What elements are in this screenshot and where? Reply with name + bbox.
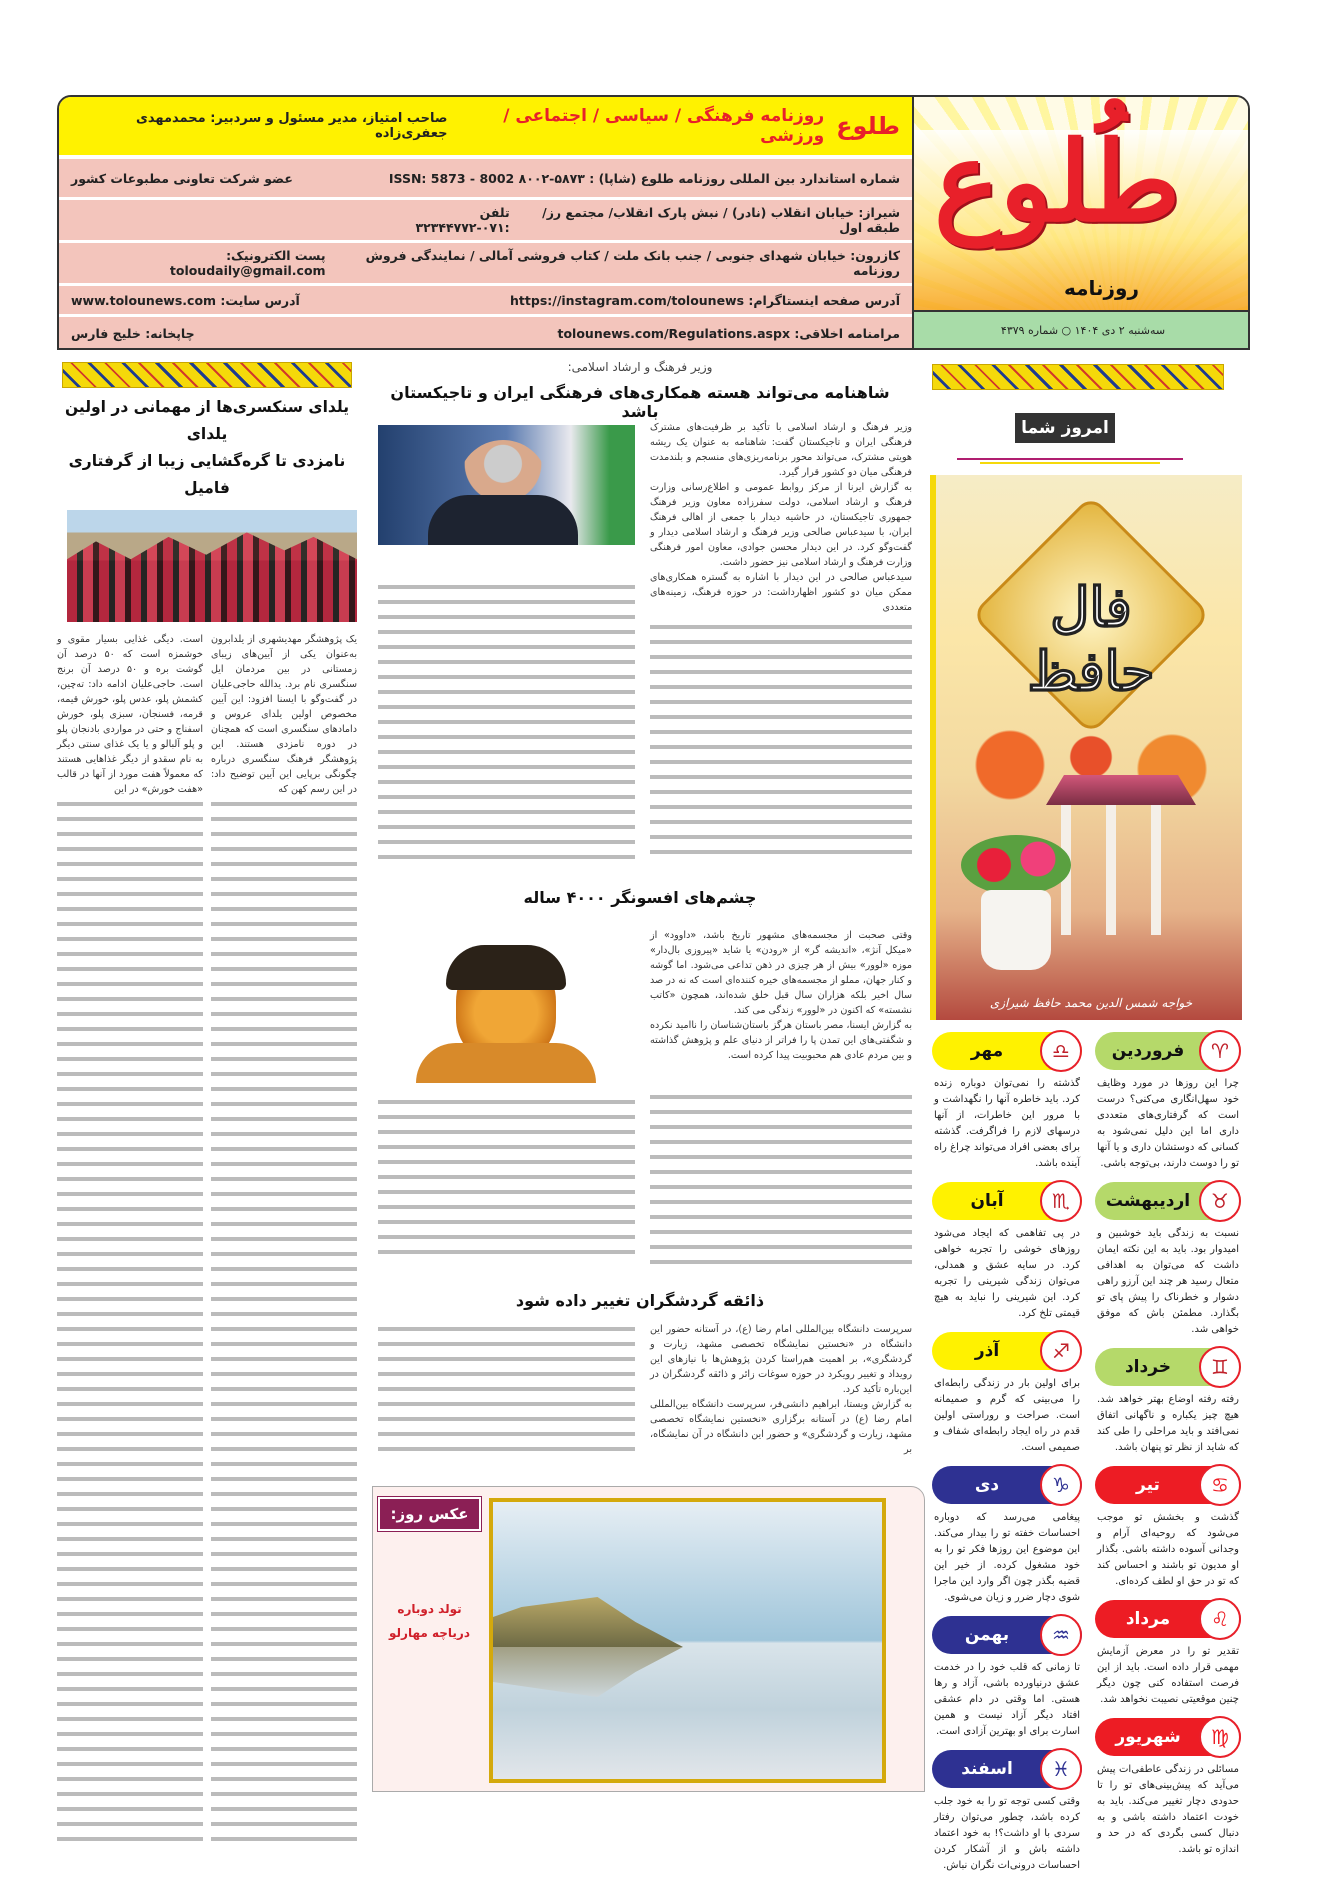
horoscope-text: چرا این روزها در مورد وظایف خود سهل‌انگاری می‌کنی؟ درست است که گرفتاری‌های متعددی داری اما این دلیل نمی‌شود به کسانی که دوستشان داری و یا آنها تو را دوست دارند، بی‌توجه باشی. [1097, 1078, 1239, 1169]
kazerun-row [59, 243, 912, 283]
horoscope-item [1095, 1466, 1241, 1590]
sign-name: شهریور [1115, 1727, 1181, 1747]
horoscope-item [932, 1750, 1082, 1874]
sign-name: بهمن [964, 1625, 1010, 1645]
sign-name: آذر [974, 1341, 1000, 1361]
capricorn-icon: ♑ [1040, 1464, 1082, 1506]
gemini-icon: ♊ [1199, 1346, 1241, 1388]
sign-name: اسفند [961, 1759, 1013, 1779]
horoscope-item [1095, 1718, 1241, 1858]
brand-name: طلوع [836, 112, 900, 140]
horoscope-item [932, 1466, 1082, 1606]
yalda-column-right [211, 632, 357, 1845]
newspaper-logo [912, 97, 1250, 348]
paragraph: به گزارش ایسنا، مصر باستان هرگز باستان‌شناسان را ناامید نکرده و شگفتی‌های این تمدن پا را فراتر از دنیای علم و پژوهش گذاشته و بین مردم عادی هم محبوبیت پیدا کرده است. [650, 1020, 912, 1061]
decorative-tile-band [932, 364, 1224, 390]
tourism-text [650, 1322, 912, 1457]
masthead-owner: صاحب امتیاز، مدیر مسئول و سردبیر: محمدمهدی جعفری‌زاده [135, 111, 448, 141]
article-yalda [57, 362, 357, 1845]
headline-line: یلدای سنکسری‌ها از مهمانی در اولین یلدای [64, 398, 350, 443]
kazerun-address: کازرون: خیابان شهدای جنوبی / جنب بانک ملت / کتاب فروشی آمالی / نمایندگی فروش روزنامه [365, 248, 900, 278]
horoscope-text: رفته رفته اوضاع بهتر خواهد شد. هیچ چیز یکباره و ناگهانی اتفاق نمی‌افتد و باید مراحلی را طی کند که شاید از نظر تو پنهان باشد. [1097, 1394, 1239, 1453]
headline-line: نامزدی تا گره‌گشایی زیبا از گرفتاری فامیل [68, 452, 346, 497]
divider [957, 458, 1183, 460]
horoscope-text: نسبت به زندگی باید خوشبین و امیدوار بود. باید به این نکته ایمان داشت که می‌توان به اهدافی متعال رسید هر چند این آرزو راهی دشوار و خطرناک را پیش پای تو بگذارد. مطمئن باش که موفق خواهی شد. [1097, 1228, 1239, 1335]
ethics[interactable]: مرامنامه اخلاقی: tolounews.com/Regulations.aspx [557, 326, 900, 341]
article-shahnameh-headline: شاهنامه می‌تواند هسته همکاری‌های فرهنگی ایران و تاجیکستان باشد [390, 383, 890, 421]
paragraph: به گزارش ایرنا از مرکز روابط عمومی و اطلاع‌رسانی وزارت فرهنگ و ارشاد اسلامی، دولت سفرزاده معاون وزیر فرهنگ جمهوری تاجیکستان، در حاشیه دیدار با جمعی از اهالی فرهنگ ایران، با سیدعباس صالحی وزیر فرهنگ و ارشاد اسلامی دیدار و گفت‌وگو کرد. در این دیدار محسن جوادی، معاون امور فرهنگی وزارت فرهنگ و ارشاد اسلامی نیز حضور داشت. [650, 482, 912, 568]
horoscope-column-right [1095, 1032, 1241, 1868]
sign-name: اردیبهشت [1105, 1191, 1191, 1211]
horoscope-item [932, 1032, 1082, 1172]
yalda-column-left [57, 632, 203, 1845]
article-yalda-headline [57, 394, 357, 502]
hafez-caption: خواجه شمس الدین محمد حافظ شیرازی [989, 996, 1193, 1010]
horoscope-sign-header [932, 1332, 1082, 1370]
article-tourism-headline: ذائقه گردشگران تغییر داده شود [515, 1291, 765, 1310]
masthead-subtitle: روزنامه فرهنگی / سیاسی / اجتماعی / ورزشی [503, 106, 825, 146]
caption-line: دریاچه مهارلو [389, 1626, 470, 1640]
libra-icon: ♎ [1040, 1030, 1082, 1072]
tourism-text-continued [378, 1322, 635, 1452]
horoscope-sign-header [932, 1750, 1082, 1788]
paragraph: سرپرست دانشگاه بین‌المللی امام رضا (ع)، در آستانه حضور این دانشگاه در «نخستین نمایشگاه تخصصی مشهد، زیارت و گردشگری»، بر اهمیت هم‌راستا کردن پژوهش‌ها با نیازهای این رویداد و تغییر رویکرد در حوزه سوغات زائر و ذائقه گردشگران در این‌باره تأکید کرد. [650, 1324, 912, 1395]
logo-word: طُلوع [934, 117, 1181, 246]
horoscope-column-left [932, 1032, 1082, 1884]
virgo-icon: ♍ [1199, 1716, 1241, 1758]
horoscope-sign-header [932, 1182, 1082, 1220]
horoscope-sign-header [1095, 1032, 1241, 1070]
yalda-text-continued [57, 797, 203, 1845]
sign-name: خرداد [1124, 1357, 1172, 1377]
horoscope-text: وقتی کسی توجه تو را به خود جلب کرده باشد، چطور می‌توان رفتار سردی با او داشت؟! به خود اعتماد داشته باش و از آشکار کردن احساسات درونی‌ات نگران نباش. [934, 1796, 1080, 1871]
hafez-fal-image [930, 475, 1242, 1020]
horoscope-item [932, 1332, 1082, 1456]
yalda-photo [67, 510, 357, 622]
statue-text [650, 928, 912, 1063]
email[interactable]: پست الکترونیک: toloudaily@gmail.com [169, 248, 326, 278]
shahnameh-text-continued [378, 580, 635, 865]
shiraz-row [59, 200, 912, 240]
paragraph: سیدعباس صالحی در این دیدار با اشاره به گستره همکاری‌های ممکن میان دو کشور اظهارداشت: در حوزه فرهنگ، زمینه‌های متعددی [650, 572, 912, 613]
issue-date: سه‌شنبه ۲ دی ۱۴۰۴ ○ شماره ۴۳۷۹ [914, 310, 1250, 348]
horoscope-text: تقدیر تو را در معرض آزمایش مهمی قرار داده است. باید از این فرصت استفاده کنی چون دیگر چنین موقعیتی نصیبت نخواهد شد. [1097, 1646, 1239, 1705]
horoscope-sign-header [1095, 1182, 1241, 1220]
phone: تلفن :۰۷۱-۳۲۳۴۴۷۷۲ [415, 205, 510, 235]
member: عضو شرکت تعاونی مطبوعات کشور [71, 170, 293, 186]
sign-name: مرداد [1125, 1609, 1171, 1629]
sign-name: آبان [970, 1191, 1004, 1211]
horoscope-text: پیغامی می‌رسد که دوباره احساسات خفته تو را بیدار می‌کند. این موضوع این روزها فکر تو را به خود مشغول کرده. از خیر این قضیه بگذر چون اگر وارد این ماجرا شوی دچار ضرر و زیان می‌شوی. [934, 1512, 1080, 1603]
sign-name: مهر [970, 1041, 1004, 1061]
horoscope-sign-header [1095, 1600, 1241, 1638]
yalda-text-right: یک پژوهشگر مهدیشهری از یلدابرون به‌عنوان یکی از آیین‌های زیبای زمستانی در بین مردمان ایل سنگسری نام برد. یدالله حاجی‌علیان در گفت‌وگو با ایسنا افزود: این آیین مخصوص اولین یلدای عروس و دامادهای سنگسری است که همچنان در دوره نامزدی هستند. این پژوهشگر فرهنگ سنگسری درباره چگونگی برپایی این آیین توضیح داد: در این رسم کهن که [211, 634, 357, 795]
sign-name: دی [974, 1475, 1000, 1495]
article-statue-headline: چشم‌های افسونگر ۴۰۰۰ ساله [523, 888, 757, 907]
horoscope-sign-header [1095, 1718, 1241, 1756]
issn: شماره استاندارد بین المللی روزنامه طلوع (شاپا) : ۵۸۷۳-۸۰۰۲ ISSN: 5873 - 8002 [388, 170, 900, 186]
site[interactable]: آدرس سایت: www.tolounews.com [71, 292, 300, 308]
caption-line: تولد دوباره [397, 1602, 462, 1616]
horoscope-text: تا زمانی که قلب خود را در خدمت عشق درنیاورده باشی، آزاد و رها هستی. اما وقتی در دام عشقی افتاد دیگر آزاد نیست و همین اسارت برای او بهترین آزادی است. [934, 1662, 1080, 1737]
statue-text-continued [378, 1095, 635, 1265]
masthead-title-row [59, 97, 912, 155]
horoscope-sign-header [932, 1616, 1082, 1654]
lake-photo [489, 1498, 886, 1783]
horoscope-text: مسائلی در زندگی عاطفی‌ات پیش می‌آید که پیش‌بینی‌های تو را تا حدودی دچار تغییر می‌کند. باید به خودت اعتماد داشته باشی و به دنبال کسی بگردی که در حد و اندازه تو باشد. [1097, 1764, 1239, 1855]
horoscope-item [932, 1616, 1082, 1740]
sagittarius-icon: ♐ [1040, 1330, 1082, 1372]
paragraph: وقتی صحبت از مجسمه‌های مشهور تاریخ باشد، «داوود» از «میکل آنژ»، «اندیشه گر» از «رودن» یا شاید «پیروزی بال‌دار» موزه «لوور» بیش از هر چیزی در ذهن تداعی می‌شود. اما گوشه و کنار جهان، مملو از مجسمه‌های خیره کننده‌ای است که نه در صد سال اخیر بلکه هزاران سال قبل خلق شده‌اند، همچون «کاتب نشسته» که اکنون در «لوور» زندگی می کند. [650, 930, 912, 1016]
photo-of-day-label: عکس روز: [378, 1497, 481, 1531]
statue-text-continued [650, 1090, 912, 1265]
paragraph: وزیر فرهنگ و ارشاد اسلامی با تأکید بر ظرفیت‌های مشترک فرهنگی ایران و تاجیکستان گفت: شاهنامه به عنوان یک ریشه هویتی مشترک، می‌تواند محور برنامه‌ریزی‌های منسجم و بلندمدت فرهنگی میان دو کشور قرار گیرد. [650, 422, 912, 478]
horoscope-item [1095, 1182, 1241, 1338]
horoscope-sign-header [932, 1466, 1082, 1504]
issn-row [59, 159, 912, 197]
horoscope-item [1095, 1600, 1241, 1708]
aquarius-icon: ♒ [1040, 1614, 1082, 1656]
yalda-text-columns [57, 632, 357, 1845]
shiraz-address: شیراز: خیابان انقلاب (نادر) / نبش پارک انقلاب/ مجتمع رز/ طبقه اول [542, 205, 900, 235]
horoscope-sign-header [1095, 1348, 1241, 1386]
horoscope-item [932, 1182, 1082, 1322]
scorpio-icon: ♏ [1040, 1180, 1082, 1222]
sign-name: فروردین [1111, 1041, 1185, 1061]
instagram[interactable]: آدرس صفحه اینستاگرام: https://instagram.com/tolounews [510, 292, 900, 308]
horoscope-sign-header [1095, 1466, 1241, 1504]
hafez-title: فال حافظ [1027, 575, 1155, 703]
divider [980, 462, 1160, 464]
horoscope-text: در پی تفاهمی که ایجاد می‌شود روزهای خوشی را تجربه خواهی کرد. در سایه عشق و همدلی، می‌توان زندگی شیرینی را تجربه کرد. این شیرینی را نباید به هیچ قیمتی تلخ کرد. [934, 1228, 1080, 1319]
printer: چاپخانه: خلیج فارس [71, 326, 195, 341]
article-kicker: وزیر فرهنگ و ارشاد اسلامی: [567, 360, 713, 374]
pisces-icon: ♓ [1040, 1748, 1082, 1790]
cancer-icon: ♋ [1199, 1464, 1241, 1506]
sign-name: تیر [1136, 1475, 1160, 1495]
statue-photo [376, 940, 634, 1083]
ethics-row [59, 317, 912, 350]
minister-photo [378, 425, 635, 545]
horoscope-text: گذشت و بخشش تو موجب می‌شود که روحیه‌ای آرام و وجدانی آسوده داشته باشی. بگذار او مدیون تو باشند و احساس کند که تو در حق او لطف کرده‌ای. [1097, 1512, 1239, 1587]
shahnameh-text [650, 420, 912, 615]
horoscope-item [1095, 1348, 1241, 1456]
taurus-icon: ♉ [1199, 1180, 1241, 1222]
section-title: امروز شما [1015, 413, 1115, 443]
shahnameh-text-continued [650, 620, 912, 865]
horoscope-text: گذشته را نمی‌توان دوباره زنده کرد. باید خاطره آنها را نگهداشت و با مرور این خاطرات، از آنها درسهای لازم را فراگرفت. گذشته برای بعضی افراد می‌تواند چراغ راه آینده باشد. [934, 1078, 1080, 1169]
masthead [57, 95, 1250, 350]
leo-icon: ♌ [1199, 1598, 1241, 1640]
logo-subtitle: روزنامه [1064, 276, 1139, 300]
horoscope-sign-header [932, 1032, 1082, 1070]
masthead-info [59, 97, 912, 348]
paragraph: به گزارش ویستا، ابراهیم دانشی‌فر، سرپرست دانشگاه بین‌المللی امام رضا (ع) در آستانه برگزاری «نخستین نمایشگاه تخصصی مشهد، زیارت و گردشگری» و حضور این دانشگاه در آن نمایشگاه، بر [650, 1399, 912, 1455]
horoscope-text: برای اولین بار در زندگی رابطه‌ای را می‌بینی که گرم و صمیمانه است. صراحت و روراستی اولین قدم در راه ایجاد رابطه‌ای شفاف و صمیمی است. [934, 1378, 1080, 1453]
photo-of-day-box [372, 1486, 925, 1792]
decorative-tile-band [62, 362, 352, 388]
instagram-row [59, 286, 912, 314]
photo-caption [378, 1597, 481, 1645]
horoscope-item [1095, 1032, 1241, 1172]
yalda-text-continued [211, 797, 357, 1845]
aries-icon: ♈ [1199, 1030, 1241, 1072]
yalda-text-left: است. دیگی غذایی بسیار مقوی و خوشمزه است که ۵۰ درصد آن گوشت بره و ۵۰ درصد آن برنج است. حاجی‌علیان ادامه داد: ته‌چین، کشمش پلو، عدس پلو، خورش قیمه، قرمه، فسنجان، سبزی پلو، خورش اسفناج و حتی در مواردی بادنجان پلو و پلو آلبالو و یا یک غذای سنتی دیگر به نام سقدو از دیگر غذاهایی هستند که معمولاً هفت مورد از آنها در قالب «هفت خورش» در این [57, 634, 203, 795]
